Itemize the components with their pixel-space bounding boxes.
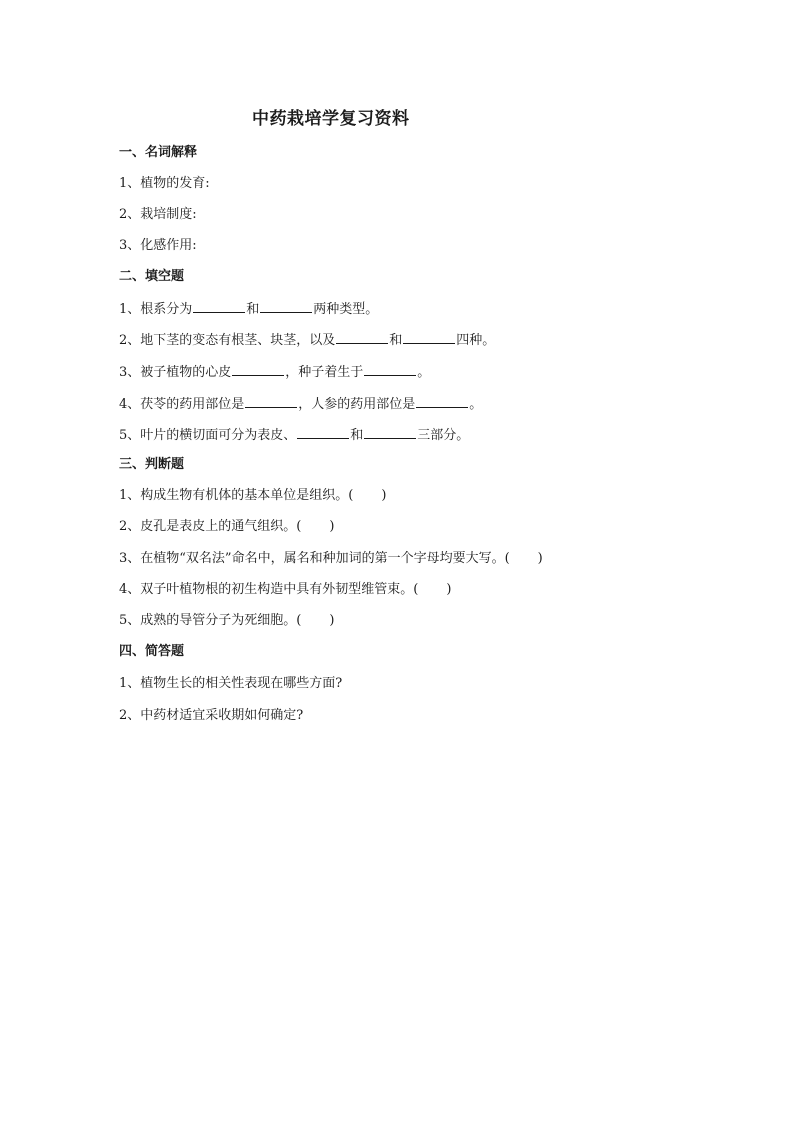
question-text: ，种子着生于 <box>285 365 364 380</box>
section-heading-glossary: 一、名词解释 <box>119 145 198 160</box>
question-text: 5、叶片的横切面可分为表皮、 <box>119 428 297 443</box>
question-text: 3、化感作用: <box>119 238 197 253</box>
fill-blank-question <box>119 425 469 445</box>
true-false-question <box>119 612 334 630</box>
question-text: 2、皮孔是表皮上的通气组织。( <box>119 519 302 534</box>
question-text: 2、栽培制度: <box>119 207 197 222</box>
question-text: 4、双子叶植物根的初生构造中具有外韧型维管束。( <box>119 582 419 597</box>
question-text: 1、根系分为 <box>119 302 193 317</box>
answer-blank[interactable] <box>403 330 455 344</box>
question-text: 2、中药材适宜采收期如何确定? <box>119 708 304 723</box>
fill-blank-question <box>119 299 378 319</box>
section-heading-fill-blank: 二、填空题 <box>119 269 185 284</box>
question-text: ) <box>537 551 543 566</box>
fill-blank-question <box>119 330 495 350</box>
fill-blank-question <box>119 362 430 382</box>
answer-blank[interactable] <box>364 425 416 439</box>
answer-blank[interactable] <box>364 362 416 376</box>
question-text: 1、植物的发育: <box>119 176 210 191</box>
question-text: 。 <box>469 397 483 412</box>
question-text: 2、地下茎的变态有根茎、块茎，以及 <box>119 333 336 348</box>
question-text: 1、构成生物有机体的基本单位是组织。( <box>119 488 354 503</box>
question-text: 和 <box>246 302 260 317</box>
question-text: 四种。 <box>456 333 496 348</box>
document-title: 中药栽培学复习资料 <box>252 109 410 129</box>
question-text: 1、植物生长的相关性表现在哪些方面? <box>119 676 343 691</box>
question-text: ，人参的药用部位是 <box>298 397 416 412</box>
question-text: ) <box>381 488 387 503</box>
answer-blank[interactable] <box>245 394 297 408</box>
question-text: 三部分。 <box>417 428 470 443</box>
answer-blank[interactable] <box>193 299 245 313</box>
question-text: ) <box>329 613 335 628</box>
answer-blank[interactable] <box>232 362 284 376</box>
question-text: 两种类型。 <box>313 302 379 317</box>
question-text: ) <box>446 582 452 597</box>
question-text: 。 <box>417 365 431 380</box>
question-text: 3、被子植物的心皮 <box>119 365 232 380</box>
question-text: ) <box>329 519 335 534</box>
true-false-question <box>119 487 386 505</box>
answer-blank[interactable] <box>297 425 349 439</box>
true-false-question <box>119 550 543 568</box>
question-text: 3、在植物“双名法”命名中，属名和种加词的第一个字母均要大写。( <box>119 551 510 566</box>
true-false-question <box>119 581 451 599</box>
question-text: 和 <box>350 428 364 443</box>
question-text: 和 <box>389 333 403 348</box>
fill-blank-question <box>119 394 482 414</box>
question-text: 5、成熟的导管分子为死细胞。( <box>119 613 302 628</box>
section-heading-short-answer: 四、简答题 <box>119 644 185 659</box>
question-text: 4、茯苓的药用部位是 <box>119 397 245 412</box>
answer-blank[interactable] <box>336 330 388 344</box>
answer-blank[interactable] <box>260 299 312 313</box>
section-heading-true-false: 三、判断题 <box>119 457 185 472</box>
true-false-question <box>119 518 334 536</box>
answer-blank[interactable] <box>416 394 468 408</box>
